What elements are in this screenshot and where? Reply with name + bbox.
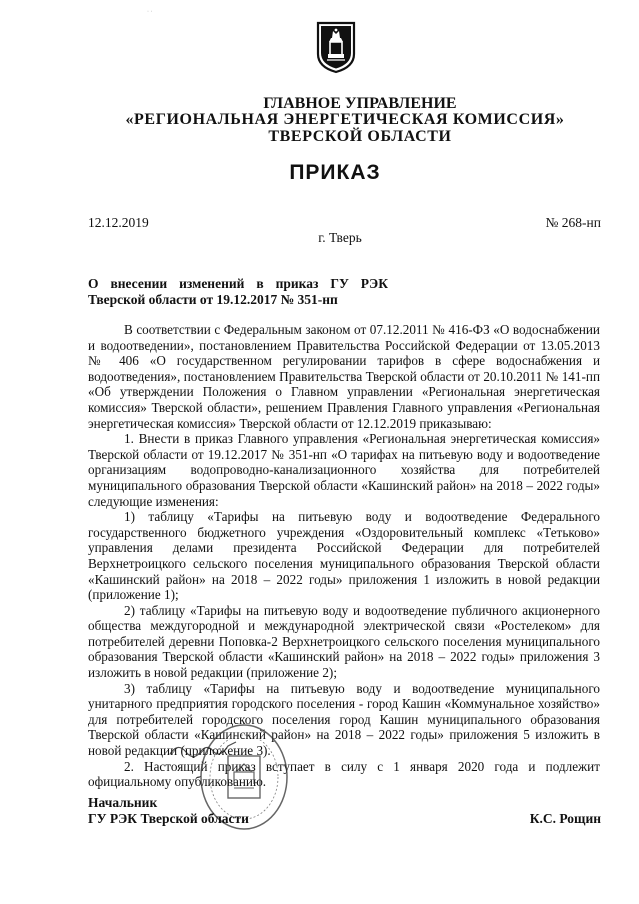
body-paragraph-subitem-2: 2) таблицу «Тарифы на питьевую воду и водоотведение публичного акционерного общества междугородной и международной электрической связи «Ростелеком» для потребителей деревни Поповка-2 Верхнетроицкого сельского поселения муниципального образования Тверской области «Кашинский район» на 2018 – 2022 годы» приложения 3 изложить в новой редакции (приложение 2);	[88, 602, 600, 681]
body-paragraph-subitem-1: 1) таблицу «Тарифы на питьевую воду и водоотведение Федерального государственного бюджетного учреждения «Оздоровительный комплекс «Тетьково» управления делами президента Российской Федерации для потребителей Верхнетроицкого сельского поселения муниципального образования Тверской области «Кашинский район» на 2018 – 2022 годы» приложения 1 изложить в новой редакции (приложение 1);	[88, 509, 600, 603]
org-name-line-2: «РЕГИОНАЛЬНАЯ ЭНЕРГЕТИЧЕСКАЯ КОМИССИЯ»	[125, 111, 565, 128]
body-paragraph-preamble: В соответствии с Федеральным законом от 07.12.2011 № 416-ФЗ «О водоснабжении и водоотведении», постановлением Правительства Российской Федерации от 13.05.2013 № 406 «О государственном регулировании тарифов в сфере водоснабжения и водоотведения», постановлением Правительства Тверской области от 20.10.2011 № 141-пп «Об утверждении Положения о Главном управлении «Региональная энергетическая комиссия» Тверской области», решением Правления Главного управления «Региональная энергетическая комиссия» Тверской области от 12.12.2019 приказываю:	[88, 322, 600, 431]
signer-name: К.С. Рощин	[529, 811, 601, 826]
subject-line-1: О внесении изменений в приказ ГУ РЭК	[88, 276, 388, 291]
document-city: г. Тверь	[318, 230, 362, 245]
signer-position	[88, 795, 249, 827]
scan-specks: · ·	[147, 9, 153, 15]
document-body	[88, 322, 600, 790]
org-name-line-1: ГЛАВНОЕ УПРАВЛЕНИЕ	[263, 95, 457, 112]
org-name-line-3: ТВЕРСКОЙ ОБЛАСТИ	[268, 128, 452, 145]
subject-line-2: Тверской области от 19.12.2017 № 351-нп	[88, 291, 338, 307]
body-paragraph-item-1: 1. Внести в приказ Главного управления «Региональная энергетическая комиссия» Тверской области от 19.12.2017 № 351-нп «О тарифах на питьевую воду и водоотведение организациям водопроводно-канализационного хозяйства для потребителей муниципального образования Тверской области «Кашинский район» на 2018 – 2022 годы» следующие изменения:	[88, 431, 600, 509]
document-type-title: ПРИКАЗ	[289, 161, 381, 184]
tver-coat-of-arms-icon	[315, 20, 357, 74]
document-date: 12.12.2019	[88, 215, 149, 230]
document-number: № 268-нп	[545, 215, 601, 230]
body-paragraph-item-2: 2. Настоящий приказ вступает в силу с 1 января 2020 года и подлежит официальному опубликованию.	[88, 758, 600, 790]
body-paragraph-subitem-3: 3) таблицу «Тарифы на питьевую воду и водоотведение муниципального унитарного предприятия городского поселения - город Кашин «Коммунальное хозяйство» для потребителей городского поселения город Кашин муниципального образования Тверской области «Кашинский район» на 2018 – 2022 годы» приложения 5 изложить в новой редакции (приложение 3).	[88, 680, 600, 759]
document-subject	[88, 276, 388, 307]
signer-position-line-1: Начальник	[88, 795, 158, 810]
signer-position-line-2: ГУ РЭК Тверской области	[88, 811, 249, 826]
